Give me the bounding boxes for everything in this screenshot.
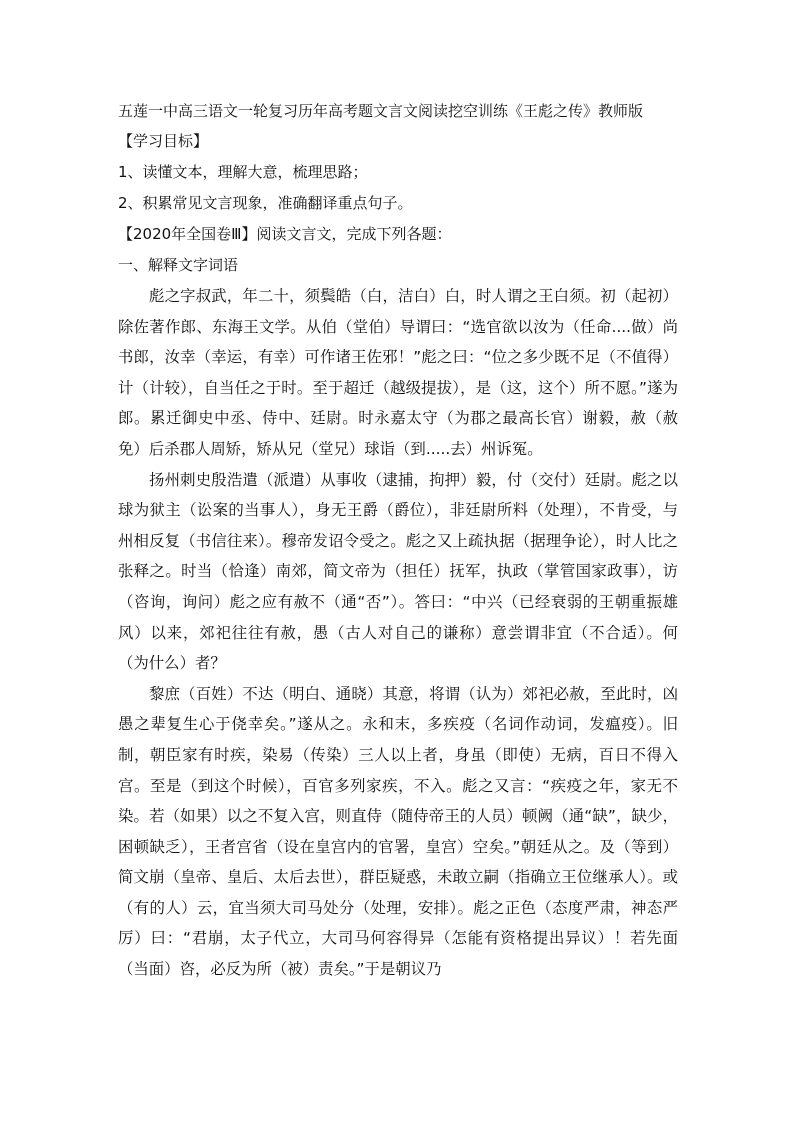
learning-goal-1: 1、读懂文本，理解大意，梳理思路； <box>118 163 368 181</box>
learning-goals-heading: 【学习目标】 <box>118 132 209 150</box>
learning-goal-2: 2、积累常见文言现象，准确翻译重点句子。 <box>118 194 413 212</box>
paragraph-1: 彪之字叔武，年二十，须鬓皓（白，洁白）白，时人谓之王白须。初（起初）除佐著作郎、东海王文学。从伯（堂伯）导谓曰：“选官欲以汝为（任命....做）尚书郎，汝幸（幸运，有幸）可作诸王佐邪！”彪之曰：“位之多少既不足（不值得）计（计较），自当任之于时。至于超迁（越级提拔），是（这，这个）所不愿。”遂为郎。累迁御史中丞、侍中、廷尉。时永嘉太守（为郡之最高长官）谢毅，赦（赦免）后杀郡人周矫，矫从兄（堂兄）球诣（到.....去）州诉冤。 <box>118 287 678 458</box>
paragraph-2: 扬州刺史殷浩遣（派遣）从事收（逮捕，拘押）毅，付（交付）廷尉。彪之以球为狱主（讼案的当事人），身无王爵（爵位），非廷尉所料（处理），不肯受，与州相反复（书信往来）。穆帝发诏令受之。彪之又上疏执据（据理争论），时人比之张释之。时当（恰逢）南郊，简文帝为（担任）抚军，执政（掌管国家政事），访（咨询，询问）彪之应有赦不（通“否”）。答曰：“中兴（已经衰弱的王朝重振雄风）以来，郊祀往往有赦，愚（古人对自己的谦称）意尝谓非宜（不合适）。何（为什么）者？ <box>118 470 678 673</box>
document-body <box>118 96 678 985</box>
exam-heading: 【2020年全国卷Ⅲ】阅读文言文，完成下列各题： <box>118 225 452 243</box>
document-title: 五莲一中高三语文一轮复习历年高考题文言文阅读挖空训练《王彪之传》教师版 <box>118 102 644 120</box>
section-heading: 一、解释文字词语 <box>118 256 239 274</box>
paragraph-3: 黎庶（百姓）不达（明白、通晓）其意，将谓（认为）郊祀必赦，至此时，凶愚之辈复生心于侥幸矣。”遂从之。永和末，多疾疫（名词作动词，发瘟疫）。旧制，朝臣家有时疾，染易（传染）三人以上者，身虽（即使）无病，百日不得入宫。至是（到这个时候），百官多列家疾，不入。彪之又言：“疾疫之年，家无不染。若（如果）以之不复入宫，则直侍（随侍帝王的人员）顿阙（通“缺”，缺少，困顿缺乏），王者宫省（设在皇宫内的官署，皇宫）空矣。”朝廷从之。及（等到）简文崩（皇帝、皇后、太后去世），群臣疑惑，未敢立嗣（指确立王位继承人）。或（有的人）云，宜当须大司马处分（处理，安排）。彪之正色（态度严肃，神态严厉）曰：“君崩，太子代立，大司马何容得异（怎能有资格提出异议）！若先面（当面）咨，必反为所（被）责矣。”于是朝议乃 <box>118 684 678 979</box>
